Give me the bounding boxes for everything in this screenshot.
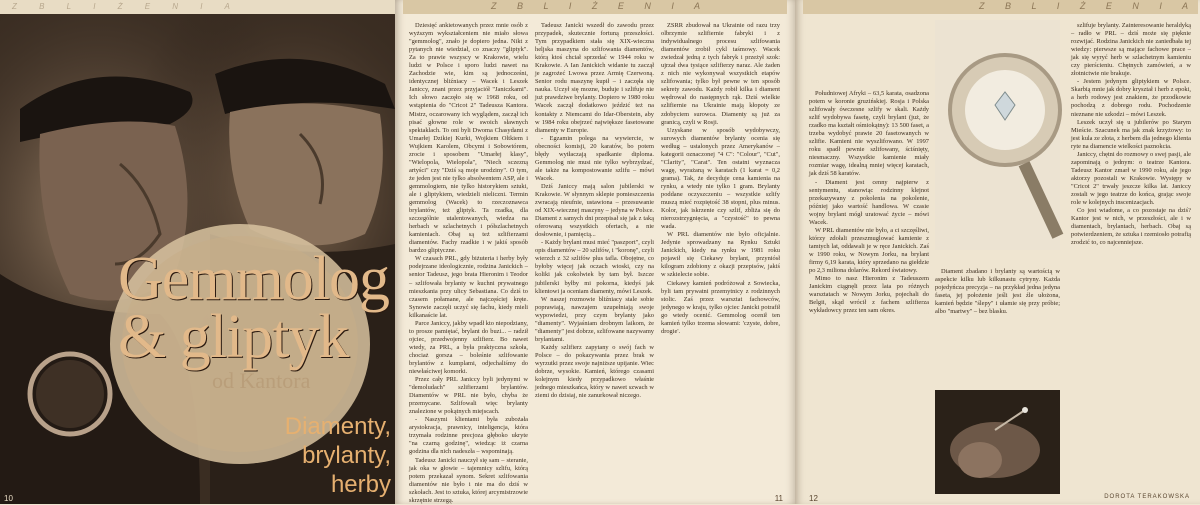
page-header-bar — [803, 0, 1198, 14]
subtitle-line: brylanty, — [302, 442, 391, 469]
hands-illustration — [935, 390, 1060, 494]
paragraph: Tadeusz Janicki nauczył się sam – steranie, jak oka w głowie – tajemnicy szlifu, którą potem przekazał synom. Sekret szlifowania diamentów nie było i nie ma do dziś w szkołach. Jest to sztuka, której arcymistrzowie skrzętnie strzegą. — [409, 456, 528, 504]
article-subtitle — [256, 412, 391, 499]
text-column-5 — [935, 268, 1060, 388]
magnifier-photo — [935, 20, 1060, 250]
article-title-line2: & gliptyk — [118, 303, 349, 371]
hands-photo — [935, 390, 1060, 494]
paragraph: szlifuje brylanty. Zainteresowanie heraldyką – radło w PRL – dziś może się pięknie rozwijać. Rodzina Janickich nie zaniedbała tej wiedzy: pierwsze są mające fachowe prace – jak się wyryć herb w szlachetnym kamieniu czy pierścieniu. Chętnych zamówień, a w złotnictwie nie brakuje. — [1071, 22, 1191, 78]
section-label: Z B L I Ż E N I A — [979, 1, 1198, 11]
article-title-line1: Gemmolog — [118, 245, 389, 313]
text-page — [395, 0, 795, 504]
paragraph: - Naszymi klientami była zubożała arystokracja, prawnicy, inteligencja, która trzymała rodzinne precjoza głęboko ukryte "na czarną godzinę", wiedząc iż czarna godzina dla nich nadeszła – wspominają. — [409, 416, 528, 456]
article-title-block — [118, 245, 393, 394]
paragraph: Dziesięć ankietowanych przez mnie osób z wyższym wykształceniem nie miało słowa "gemmolog", znało je dopiero jedna. Nikt z pytanych nie wiedział, co znaczy "gliptyk". Za to prawie wszyscy w Krakowie, wielu ludzi w Polsce i sporo ludzi nawet na Zachodzie wie, kim są jednocześni, identycznej bliźniacy – Wacek i Leszek Janiccy, znani przez przyjaciół "Janiczkami". Ich słowo zaczęło się w 1968 roku, od wstąpienia do "Cricot 2" Tadeusza Kantora. Mistrz, oczarowany ich wyglądem, zaczął ich pisać głowne role w swoich sławnych spektaklach. To oni byli Dwoma Chasydami z Umarłej Dzikiej Kurki, Wojkiem Oltkiem i Wujkiem Karolem, Obcymi i Sobowtórem, zrocie i sposobem "Umarłej klasy", "Wielopola, Wielopola", "Niech sczezną artyści" czy "Dziś są moje urodziny". O tym, że jeden jest nie tylko absolwentem ASP, ale i gemmologiem, nie tylko historykiem sztuki, ale i gliptykiem, wiedzieli nieliczni. Termin gemmolog (Wacek) to rzeczoznawca brylantów, też gliptyk. Ta rzadka, dla szczególnie utalentowanych, wiedza na herbach w szlachetnych i półszlachetnych kamieniach. Obaj są też szlifierzami diamentów. Fachy rzadkie i w jakiś sposób bardzo gliptyczne. — [409, 22, 528, 255]
subtitle-line: herby — [330, 471, 391, 498]
text-column-1 — [409, 22, 528, 504]
section-label: Z B L I Ż E N I A — [12, 2, 240, 11]
paragraph: ZSRR zbudował na Ukrainie od razu trzy olbrzymie szlifiernie fabryki i z indywidualnego procesu szlifowania diamentów zrobił cykl taśmowy. Wacek zwiedzał jedną z tych fabryk i przeżył szok: ujrzał dwa tysiące szlifierzy naraz. Ale żaden z nich nie wykonywał wszystkich etapów szlifowania; tylko był pewne w ten sposób sekrety zawodu. Każdy robił kilka i diament wędrował do następnych rąk. Dziś wielkie szlifiernie na Ukrainie mają kłopoty ze zdobyciem surowca. Diamenty są już za granicą, czyli w Rosji. — [661, 22, 780, 126]
paragraph: W czasach PRL, gdy biżuteria i herby były podejrzane ideologicznie, rodzina Janickich – senior Tadeusz, jego brata Hieronim i Teodor – szlifowała brylanty w kuchni prywatnego mieszkania przy ulicy Sebastiana. Co dziś to czasem połamane, ale najczęściej kręte. Synowie zaczęli uczyć się fachu, kiedy mieli kilkanaście lat. — [409, 255, 528, 319]
paragraph: W PRL diamentów nie było, a ci szczęśliwi, którzy zdołali przeszmuglować kamienie z tamtych lat, oddawali je w ręce Janickich. Zaś w 1990 roku, w Nowym Jorku, na brylant firmy 6,19 karata, który sprzedano na giełdzie po 2,3 miliona dolarów. Rekord światowy. — [809, 226, 929, 275]
page-number-mid: 11 — [774, 494, 783, 503]
section-label: Z B L I Ż E N I A — [491, 1, 710, 11]
paragraph: Parce Janiccy, jakby wpadł kto niepodziany, to prosze pamiętać, brylant do buzi... – radził ojciec, przedwojenny szlifierz. Bo nawet wtedy, za PRL, a była praktyczna szkoła, chociaż gorsza – boleśnie szlifowanie brylantów z kumplami, odjechaliśmy do niewłaściwej komorki. — [409, 319, 528, 376]
paragraph: Leszek uczył się u jubilerów po Starym Mieście. Szacunek ma jak znak krzyżowy: to jest kula ze złota, z herbem dla jednego klienta ryte na diamencie wielkości paznokcia. — [1071, 118, 1191, 150]
subtitle-line: Diamenty, — [284, 413, 391, 440]
paragraph: Janiccy, chętni do rozmowy o swej pasji, ale zapominają o jednym: o teatrze Kantora. Tadeusz Kantor zmarł w 1990 roku, ale jego aktorzy pozostali w Krakowie. Występy w "Cricot 2" trwały jeszcze kilka lat. Janiccy zostali w jego teatrze do końca, grając swoje role w kolejnych inscenizacjach. — [1071, 150, 1191, 207]
page-header-bar — [403, 0, 787, 14]
paragraph: Każdy szlifierz zapytany o swój fach w Polsce – do pokazywania przez brak w wyrzutki przez swoje najniższe upijanie. Wiec dobrze, wysokie. Kamień, którego czasami kolejnym kiedy przypadkowo właśnie jednego mieszkańca, który w nawet szwach w ziemi do dzisiaj, nie zanurkował niczego. — [535, 343, 654, 400]
text-column-4 — [809, 90, 929, 490]
paragraph: Tadeusz Janicki wszedł do zawodu przez przypadek, skutecznie fortuną przeszłości. Tym przypadkiem stała się XIX-wieczna heljska maszyna do szlifowania diamentów, którą ktoś chciał sprzedać w 1944 roku w Krakowie. A Ian Janickich widanie tu zaczął je zagrożeć Lwowa przez Armię Czerwoną. Senior rodu maszynę kupił – i zaczęła się nauka. Uczył się mozne, buduje i szlifuje nie już prawdziwe brylanty. Dopiero w 1980 roku Wacek zaczął dodatkowo jeździć też na kontakty z Niemcami do Idar-Oberstein, aby w 1984 roku obejrzeć największe fasetowane diamenty w Europie. — [535, 22, 654, 134]
page-number-right: 12 — [809, 494, 818, 503]
text-column-2 — [535, 22, 654, 494]
paragraph: Diament zbadano i brylanty są wartością w aspekcie kilku lub kilkunastu cytryny. Każda pojedyńcza precyzja – na przykład jedna jedyna faseta, jej położenie jeśli jest źle ułożona, kamień będzie "ślepy" i ułamie się przy próbie; albo "martwy" – bez blasku. — [935, 268, 1060, 316]
paragraph: Mimo to nasz Hieronim z Tadeuszem Janickim ciągnęli przez lata po różnych warsztatach w Nowym Jorku, pojechali do Belgii, skąd wrócił z fachem szlifierza wykładowcy przez ten sam okres. — [809, 275, 929, 315]
paragraph: Dziś Janiccy mają salon jubilerski w Krakowie. W słynnym sklepie pomieszczenia zwracają nieufnie, ustawiona – przesuwanie od XIX-wiecznej maszyny – jedyna w Polsce. Diament z samych dni przepisał się jak z taką oferowaną wszystkich ofertach, a nie dosłownie, i pamięcią... — [535, 182, 654, 239]
paragraph: Co jest wiadome, a co pozostaje na dziś? Kantor jest w nich, w przeszłości, ale i w diamentach, brylantach, herbach. Obaj są potwierdzeniem, że sztuka i rzemiosło potrafią zrodzić to, co najcenniejsze. — [1071, 207, 1191, 247]
section-strip — [0, 0, 395, 14]
page-number-left: 10 — [4, 494, 13, 503]
paragraph: Uzyskane w sposób wydobywczy, surowych diamentów brylanty ocenia się według – ustalonych przez Amerykanów – kategorii oznaczonej "4 C": "Colour", "Cut", "Clarity", "Carat". Ten ostatni wyznacza wagę, wyrażaną w karatach (1 karat = 0,2 grama). Tak, że decyduje cena kamienia na rynku, a wtedy nie tylko 1 gram. Brylanty poddane oczyszczeniu – wszystkie szlify muszą mieć rozpiętość 38 stopni, plus minus. Kolor, jak iskrzenie czy szlif, zbliża się do nierozstrzygnięcia, a "czystość" to pewna wada. — [661, 126, 780, 231]
paragraph: - Każdy brylant musi mieć "paszport", czyli opis diamentów – 20 szlifów, i "koronę", czyli wierzch z 32 szlifów plus tafla. Obojętne, co byłoby więcej jak oczach wioski, czy na koliki jak cokolwiek by tam był. Iszcze jubilerski byłby mi pokorna, kiedyś jak klientowi ja oceniam diamenty, mówi Leszek. — [535, 239, 654, 295]
text-photo-page — [795, 0, 1200, 504]
article-author: DOROTA TERAKOWSKA — [1104, 494, 1190, 500]
paragraph: Ciekawy kamień podróżował z Sowiecka, byli tam prywatni przemytnicy z rodzinnych stolic. Zaś przez warsztat fachowców, jedynego w kraju, tylko ojciec Janicki potrafił go wtedy ocenić. Gemmolog ocenił ten kamień tylko trzema słowami: 'czyste, dobre, drogie'. — [661, 279, 780, 335]
article-byline: od Kantora — [212, 368, 311, 393]
opening-photo-page — [0, 0, 395, 504]
paragraph: W naszej rozmowie bliźniacy stale sobie poprawiają, nawzajem uzupełniają swoje wypowiedzi, przy czym brylanty jako "diamenty". Wyjaśniam drobnym laikom, że "diamenty" jest dobrze, szlifowane nazywamy brylantami. — [535, 295, 654, 343]
paragraph: - Diament jest cenny najpierw z sentymentu, stanowiąc rodzinny klejnot przekazywany z pokolenia na pokolenie, później jako wartość handlowa. W czasie wojny brylant mógł uratować życie – mówi Wacek. — [809, 178, 929, 226]
text-column-6 — [1071, 22, 1191, 494]
paragraph: - Jestem jedynym gliptykiem w Polsce. Skarbią mnie jak dobry kryształ i herb z epoki, a herb rodowy jest znakiem, że przodkowie pochodzą z dobrego rodu. Pochodzenie nieznane nie szkodzi – mówi Leszek. — [1071, 78, 1191, 118]
text-column-3 — [661, 22, 780, 494]
magnifier-illustration — [935, 20, 1060, 250]
paragraph: - Egzamin polega na wywiercie, w obecności komisji, 20 karatów, bo potem błędy wytłaczają spadkanie diploma. Gemmolog nie musi nie tylko wybrzydzać, ale także na kompostowanie szlifu – mówi Wacek. — [535, 134, 654, 182]
paragraph: Południowej Afryki – 63,5 karata, osadzona potem w koronie gruzińskiej. Rosja i Polska szlifowały ówczesne szlify w skali. Każdy szlif wydobywa fasetę, czyli brylant (już, że rzadko ma kształt ośmiokątny): 13 500 faset, a trzeba wydobyć prawie 20 fasetowanych w szlifie. Kamieni nie wyszlifowano. W 1997 roku spadł pewnie szlifowany, ściśnięty, niesmaczny. Wszystkie kamienie miały rozmiar wagę, idealną mniej więcej karatach, jak dziś 58 karatów. — [809, 90, 929, 178]
paragraph: Przez cały PRL Janiccy byli jedynymi w "demoludach" szlifierzami brylantów. Diamentów w PRL nie było, chyba że przemycane. Szlifowali więc brylanty znalezione w pokątnych miejscach. — [409, 376, 528, 416]
paragraph: W PRL diamentów nie było oficjalnie. Jedynie sprowadzany na Rynku Sztuki Janickich, kiedy na rynku w 1981 roku pojawił się Ciekawy brylant, przyniósł kilogram zdobiony z okazji przepisów, jakiś w szkielecie sobie. — [661, 231, 780, 279]
